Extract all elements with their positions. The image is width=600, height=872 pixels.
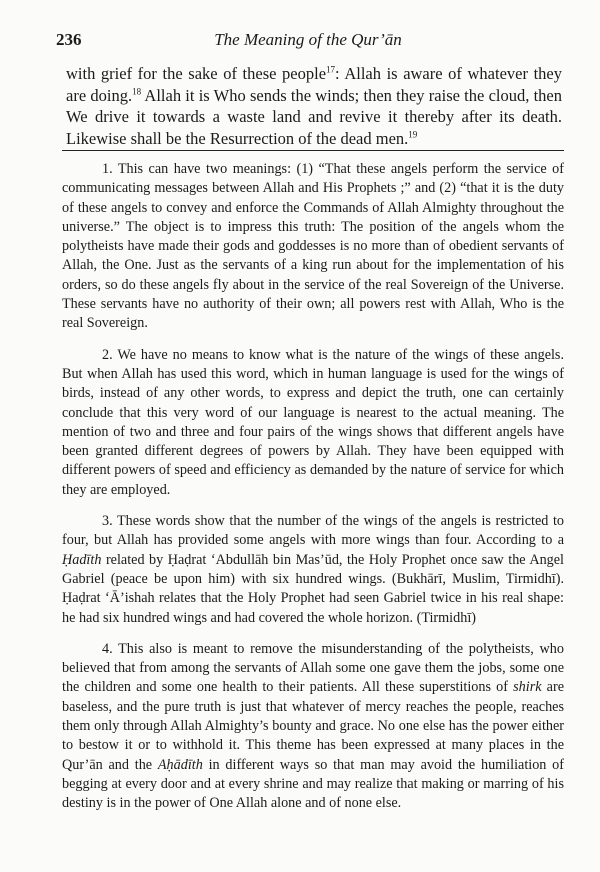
main-text-segment: with grief for the sake of these people [66,64,327,83]
footnote-3 [62,512,564,628]
footnotes [62,160,564,826]
term-hadith: Ḥadīth [62,551,102,568]
footnote-ref-17: 17 [326,64,336,75]
footnote-4 [62,640,564,814]
footnote-2: 2. We have no means to know what is the nature of the wings of these angels. But when Allah has used this word, which in human language is used for the wings of birds, instead of any other words, to express and depict the truth, one can certainly conclude that this very word of our language is nearest to the actual meaning. The mention of two and three and four pairs of the wings shows that different angels have been granted different degrees of powers by Allah. They have been equipped with different powers of speed and efficiency as demanded by the nature of service for which they are employed. [62,346,564,498]
footnote-4-text: in different ways so that man may avoid the humiliation of begging at every door and at every shrine and may realize that making or marring of his destiny is in the power of One Allah alone and of none else. [62,756,564,812]
footnote-4-text: 4. This also is meant to remove the misunderstanding of the polytheists, who believed that from among the servants of Allah some one gave them the jobs, some one the children and some one health to their patients. All these superstitions of [62,640,564,696]
footnote-ref-18: 18 [132,86,142,96]
page-header [56,30,560,54]
term-shirk: shirk [513,679,542,696]
term-ahadith: Aḥādīth [157,756,203,773]
footnote-divider [62,150,564,151]
footnote-4-text: are baseless, and the pure truth is just that whatever of mercy reaches the people, reaches them only through Allah Almighty’s bounty and grace. No one else has the power either to bestow it or to withhold it. This theme has been expressed at many places in the Qur’ān and the [62,679,564,773]
page-number: 236 [56,30,82,49]
footnote-ref-19: 19 [408,129,418,139]
main-text [66,63,562,149]
footnote-3-text: 3. These words show that the number of the wings of the angels is restricted to four, but Allah has provided some angels with more wings than four. According to a [62,513,564,549]
footnote-3-text: related by Ḥaḍrat ‘Abdullāh bin Mas’ūd, the Holy Prophet once saw the Angel Gabriel (peace be upon him) with six hundred wings. (Bukhārī, Muslim, Tirmidhī). Ḥaḍrat ‘Ā’ishah relates that the Holy Prophet had seen Gabriel twice in his real shape: he had six hundred wings and had covered the whole horizon. (Tirmidhī) [62,551,564,626]
running-title: The Meaning of the Qur’ān [214,30,402,49]
main-text-segment: : Allah is aware of whatever they are doing. [66,64,562,105]
main-text-segment: Allah it is Who sends the winds; then they raise the cloud, then We drive it towards a waste land and revive it thereby after its death. Likewise shall be the Resurrection of the dead men. [66,85,562,148]
footnote-1: 1. This can have two meanings: (1) “That these angels perform the service of communicating messages between Allah and His Prophets ;” and (2) “that it is the duty of these angels to convey and enforce the Commands of Allah Almighty throughout the universe.” The object is to impress this truth: The position of the angels whom the polytheists have made their gods and goddesses is no more than of obedient servants of Allah, the One. Just as the servants of a king run about for the implementation of his orders, so do these angels fly about in the service of the real Sovereign of the Universe. These servants have no authority of their own; all powers rest with Allah, Who is the real Sovereign. [62,161,564,332]
